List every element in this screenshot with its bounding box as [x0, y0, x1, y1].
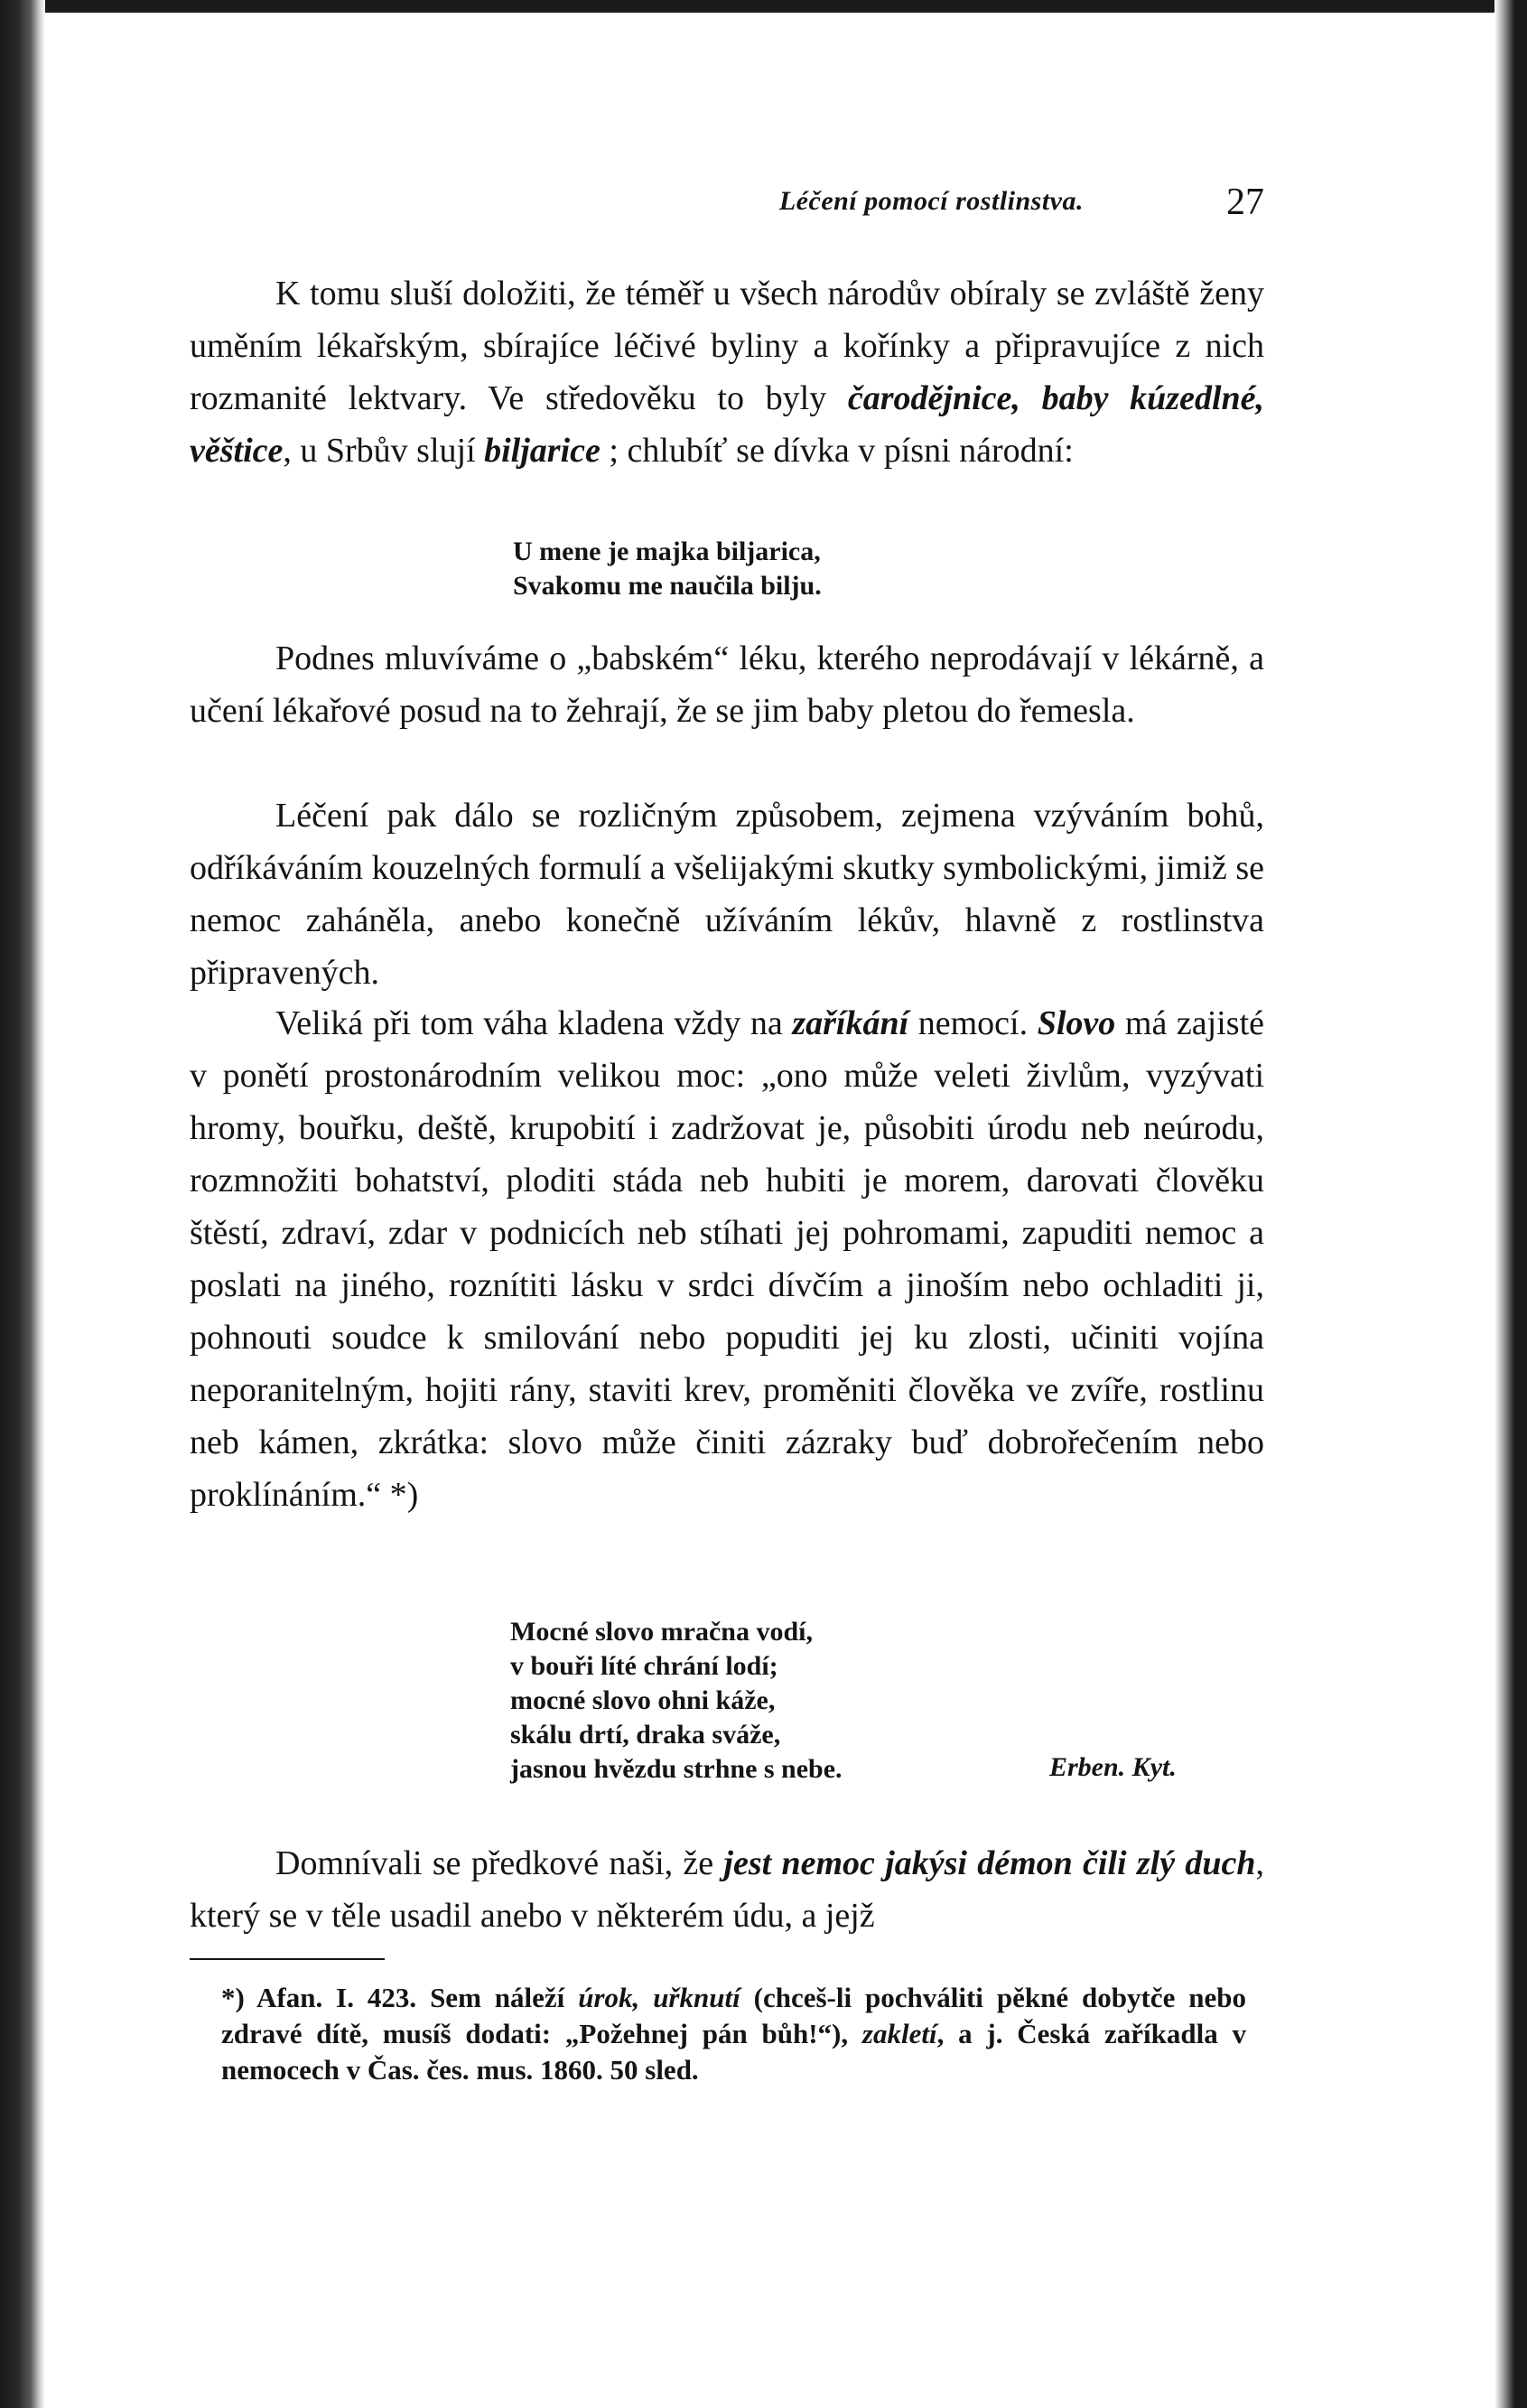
page-number: 27 [1226, 182, 1264, 223]
verse-line: mocné slovo ohni káže, [510, 1685, 776, 1715]
scan-edge-top [0, 0, 1527, 13]
verse-line: Svakomu me naučila bilju. [513, 571, 822, 601]
running-title: Léčení pomocí rostlinstva. [778, 186, 1084, 216]
emphasis: zakletí [861, 2018, 937, 2049]
emphasis: čarodějnice, baby kúzedlné, věštice [190, 379, 1264, 470]
footnote-separator [190, 1958, 385, 1960]
verse-quote-1 [513, 535, 822, 603]
emphasis: jest nemoc jakýsi démon čili zlý duch [723, 1844, 1256, 1882]
emphasis: zaříkání [792, 1004, 909, 1042]
verse-line: skálu drtí, draka sváže, [510, 1720, 781, 1750]
paragraph-2: Podnes mluvíváme o „babském“ léku, kterého neprodávají v lékárně, a učení lékařové posud na to žehrají, že se jim baby pletou do řemesla. [190, 639, 1264, 730]
emphasis: Slovo [1037, 1004, 1116, 1042]
page-header [190, 181, 1264, 235]
verse-line: jasnou hvězdu strhne s nebe. [510, 1754, 843, 1784]
paragraph-5: Domnívali se předkové naši, že jest nemoc jakýsi démon čili zlý duch, který se v těle usadil anebo v některém údu, a jejž [190, 1844, 1264, 1935]
verse-line: U mene je majka biljarica, [513, 537, 821, 566]
verse-quote-2 [510, 1615, 843, 1787]
verse-attribution: Erben. Kyt. [1049, 1752, 1177, 1782]
verse-line: v bouři líté chrání lodí; [510, 1651, 778, 1681]
scan-edge-right [1494, 0, 1527, 2408]
footnote: *) Afan. I. 423. Sem náleží úrok, uřknutí (chceš-li pochváliti pěkné dobytče nebo zdravé dítě, musíš dodati: „Požehnej pán bůh!“), zakletí, a j. Česká zaříkadla v nemocech v Čas. čes. mus. 1860. 50 sled. [221, 1982, 1247, 2086]
verse-line: Mocné slovo mračna vodí, [510, 1617, 813, 1647]
emphasis: biljarice [484, 432, 601, 470]
paragraph-1: K tomu sluší doložiti, že téměř u všech národův obíraly se zvláště ženy uměním lékařským, sbírajíce léčivé byliny a kořínky a připravujíce z nich rozmanité lektvary. Ve středověku to byly čarodějnice, baby kúzedlné, věštice, u Srbův slují biljarice ; chlubíť se dívka v písni národní: [190, 275, 1264, 470]
paragraph-4: Veliká při tom váha kladena vždy na zaříkání nemocí. Slovo má zajisté v ponětí prostonárodním velikou moc: „ono může veleti živlům, vyzývati hromy, bouřku, deště, krupobití i zadržovat je, působiti úrodu neb neúrodu, rozmnožiti bohatství, ploditi stáda neb hubiti je morem, darovati člověku štěstí, zdraví, zdar v podnicích neb stíhati jej pohromami, zapuditi nemoc a poslati na jiného, roznítiti lásku v srdci dívčím a jinoším nebo ochladiti ji, pohnouti soudce k smilování nebo popuditi jej ku zlosti, učiniti vojína neporanitelným, hojiti rány, staviti krev, proměniti člověka ve zvíře, rostlinu neb kámen, zkrátka: slovo může činiti zázraky buď dobrořečením nebo proklínáním.“ *) [190, 1004, 1264, 1514]
scan-edge-left [0, 0, 45, 2408]
emphasis: úrok, uřknutí [578, 1982, 740, 2013]
paragraph-3: Léčení pak dálo se rozličným způsobem, zejmena vzýváním bohů, odříkáváním kouzelných formulí a všelijakými skutky symbolickými, jimiž se nemoc zaháněla, anebo konečně užíváním lékův, hlavně z rostlinstva připravených. [190, 797, 1264, 992]
